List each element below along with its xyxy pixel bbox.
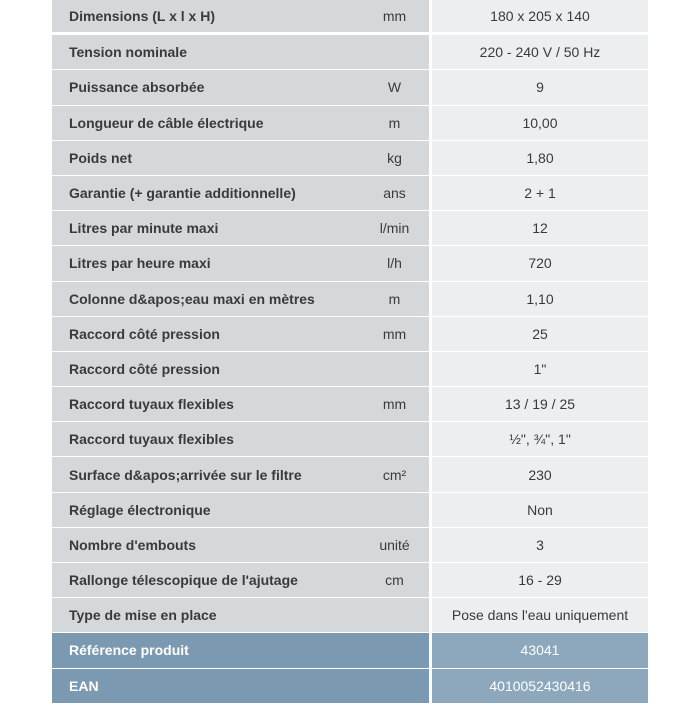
spec-unit: m bbox=[360, 282, 429, 316]
spec-row-power bbox=[52, 70, 648, 104]
spec-value: 16 - 29 bbox=[432, 563, 648, 597]
spec-row-net-weight bbox=[52, 141, 648, 175]
spec-row-litres-per-hour bbox=[52, 246, 648, 280]
spec-unit bbox=[360, 35, 429, 69]
spec-row-hose-connection-mm bbox=[52, 387, 648, 421]
spec-unit: mm bbox=[360, 317, 429, 351]
spec-value: 4010052430416 bbox=[432, 669, 648, 703]
spec-row-cable-length bbox=[52, 106, 648, 140]
spec-label: Réglage électronique bbox=[52, 493, 360, 527]
spec-value: 1,10 bbox=[432, 282, 648, 316]
spec-label: Surface d&apos;arrivée sur le filtre bbox=[52, 457, 360, 491]
spec-value: 2 + 1 bbox=[432, 176, 648, 210]
spec-row-telescopic-extension bbox=[52, 563, 648, 597]
spec-label: Litres par minute maxi bbox=[52, 211, 360, 245]
spec-table bbox=[52, 0, 648, 704]
spec-value: 25 bbox=[432, 317, 648, 351]
spec-unit bbox=[360, 422, 429, 456]
spec-unit: l/h bbox=[360, 246, 429, 280]
spec-value: 220 - 240 V / 50 Hz bbox=[432, 35, 648, 69]
spec-row-hose-connection-inch bbox=[52, 422, 648, 456]
spec-value: Non bbox=[432, 493, 648, 527]
spec-label: Raccord tuyaux flexibles bbox=[52, 422, 360, 456]
spec-value: 10,00 bbox=[432, 106, 648, 140]
spec-unit: ans bbox=[360, 176, 429, 210]
spec-label: Raccord côté pression bbox=[52, 352, 360, 386]
spec-row-electronic-control bbox=[52, 493, 648, 527]
spec-label: Rallonge télescopique de l'ajutage bbox=[52, 563, 360, 597]
spec-label: Raccord tuyaux flexibles bbox=[52, 387, 360, 421]
spec-value: 3 bbox=[432, 528, 648, 562]
spec-label: Référence produit bbox=[52, 633, 360, 667]
spec-value: 12 bbox=[432, 211, 648, 245]
spec-unit bbox=[360, 633, 429, 667]
spec-unit: l/min bbox=[360, 211, 429, 245]
spec-label: EAN bbox=[52, 669, 360, 703]
spec-label: Type de mise en place bbox=[52, 598, 360, 632]
spec-unit bbox=[360, 352, 429, 386]
spec-label: Nombre d'embouts bbox=[52, 528, 360, 562]
spec-value: 43041 bbox=[432, 633, 648, 667]
spec-label: Litres par heure maxi bbox=[52, 246, 360, 280]
spec-row-ean bbox=[52, 669, 648, 703]
spec-unit: mm bbox=[360, 387, 429, 421]
spec-row-dimensions bbox=[52, 0, 648, 32]
spec-unit: m bbox=[360, 106, 429, 140]
spec-unit bbox=[360, 669, 429, 703]
spec-row-voltage bbox=[52, 35, 648, 69]
spec-row-nozzle-count bbox=[52, 528, 648, 562]
spec-row-warranty bbox=[52, 176, 648, 210]
spec-value: 180 x 205 x 140 bbox=[432, 0, 648, 32]
spec-label: Colonne d&apos;eau maxi en mètres bbox=[52, 282, 360, 316]
spec-label: Tension nominale bbox=[52, 35, 360, 69]
spec-unit: W bbox=[360, 70, 429, 104]
spec-row-filter-surface bbox=[52, 457, 648, 491]
spec-value: 230 bbox=[432, 457, 648, 491]
spec-value: Pose dans l'eau uniquement bbox=[432, 598, 648, 632]
spec-unit: kg bbox=[360, 141, 429, 175]
spec-unit: unité bbox=[360, 528, 429, 562]
spec-label: Raccord côté pression bbox=[52, 317, 360, 351]
spec-row-product-reference bbox=[52, 633, 648, 667]
spec-unit: cm bbox=[360, 563, 429, 597]
spec-label: Garantie (+ garantie additionnelle) bbox=[52, 176, 360, 210]
spec-row-water-column bbox=[52, 282, 648, 316]
spec-unit bbox=[360, 598, 429, 632]
spec-row-pressure-connection-inch bbox=[52, 352, 648, 386]
spec-label: Puissance absorbée bbox=[52, 70, 360, 104]
spec-label: Poids net bbox=[52, 141, 360, 175]
spec-value: 13 / 19 / 25 bbox=[432, 387, 648, 421]
spec-label: Longueur de câble électrique bbox=[52, 106, 360, 140]
spec-value: 1,80 bbox=[432, 141, 648, 175]
spec-unit: mm bbox=[360, 0, 429, 32]
spec-row-pressure-connection-mm bbox=[52, 317, 648, 351]
spec-value: 1" bbox=[432, 352, 648, 386]
spec-value: 9 bbox=[432, 70, 648, 104]
spec-row-installation-type bbox=[52, 598, 648, 632]
spec-unit: cm² bbox=[360, 457, 429, 491]
spec-unit bbox=[360, 493, 429, 527]
spec-value: ½", ¾", 1" bbox=[432, 422, 648, 456]
spec-label: Dimensions (L x l x H) bbox=[52, 0, 360, 32]
spec-row-litres-per-minute bbox=[52, 211, 648, 245]
spec-value: 720 bbox=[432, 246, 648, 280]
